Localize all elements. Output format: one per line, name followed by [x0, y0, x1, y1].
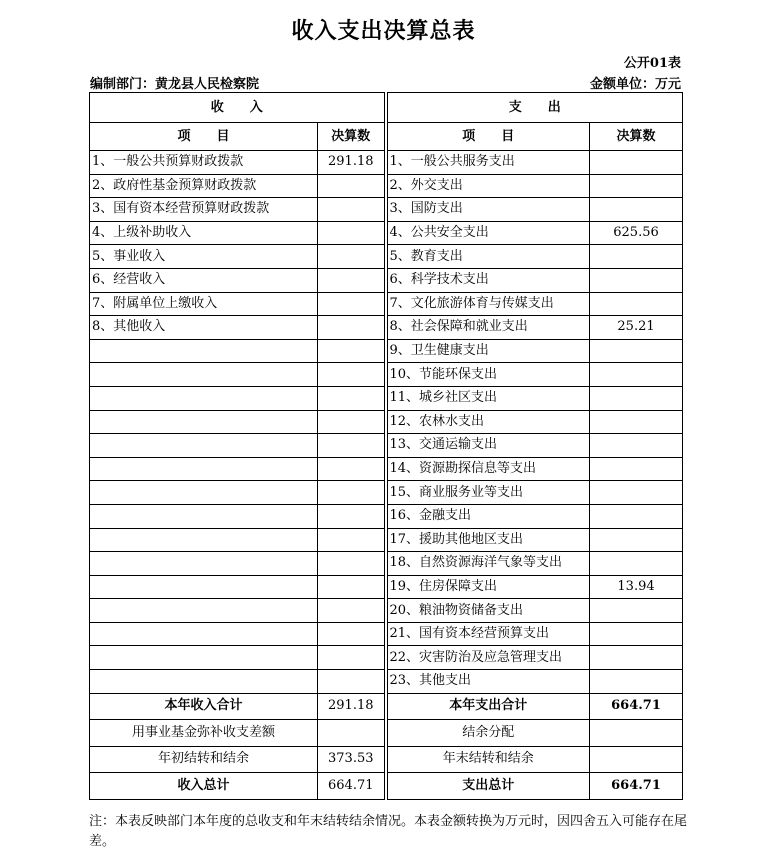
income-summary-label: 本年收入合计 [90, 693, 318, 720]
compiling-department: 编制部门：黄龙县人民检察院 [90, 77, 260, 92]
income-amount [318, 575, 386, 599]
table-row [90, 245, 683, 269]
table-row [90, 552, 683, 576]
income-amount [318, 481, 386, 505]
expense-summary-amount: 664.71 [590, 773, 683, 800]
income-item [90, 410, 318, 434]
table-row [90, 504, 683, 528]
income-item: 5、事业收入 [90, 245, 318, 269]
income-item [90, 363, 318, 387]
income-amount-header: 决算数 [318, 123, 386, 151]
income-summary-label: 用事业基金弥补收支差额 [90, 720, 318, 747]
expense-summary-amount: 664.71 [590, 693, 683, 720]
expense-item: 5、教育支出 [386, 245, 590, 269]
footnote: 注：本表反映部门本年度的总收支和年末结转结余情况。本表金额转换为万元时，因四舍五入可能存在尾差。 [89, 814, 688, 849]
table-row [90, 151, 683, 175]
expense-item: 22、灾害防治及应急管理支出 [386, 646, 590, 670]
income-amount: 291.18 [318, 151, 386, 175]
income-amount [318, 221, 386, 245]
income-item [90, 434, 318, 458]
expense-item: 21、国有资本经营预算支出 [386, 622, 590, 646]
income-amount [318, 528, 386, 552]
income-item: 7、附属单位上缴收入 [90, 292, 318, 316]
expense-item: 4、公共安全支出 [386, 221, 590, 245]
table-row [90, 174, 683, 198]
income-item [90, 339, 318, 363]
income-item [90, 504, 318, 528]
expense-summary-label: 本年支出合计 [386, 693, 590, 720]
income-item [90, 622, 318, 646]
income-item: 1、一般公共预算财政拨款 [90, 151, 318, 175]
expense-item-header: 项 目 [386, 123, 590, 151]
expense-section-header: 支 出 [386, 93, 683, 123]
income-amount [318, 268, 386, 292]
income-amount [318, 434, 386, 458]
income-summary-label: 年初结转和结余 [90, 746, 318, 773]
income-summary-amount: 291.18 [318, 693, 386, 720]
section-header-row [90, 93, 683, 123]
income-amount [318, 646, 386, 670]
table-row [90, 575, 683, 599]
income-amount [318, 174, 386, 198]
income-amount [318, 363, 386, 387]
table-row [90, 316, 683, 340]
expense-amount [590, 528, 683, 552]
expense-item: 15、商业服务业等支出 [386, 481, 590, 505]
expense-item: 8、社会保障和就业支出 [386, 316, 590, 340]
table-row [90, 339, 683, 363]
expense-item: 6、科学技术支出 [386, 268, 590, 292]
table-row [90, 221, 683, 245]
income-amount [318, 622, 386, 646]
expense-summary-amount [590, 746, 683, 773]
expense-amount [590, 481, 683, 505]
expense-item: 12、农林水支出 [386, 410, 590, 434]
expense-amount-header: 决算数 [590, 123, 683, 151]
income-item: 4、上级补助收入 [90, 221, 318, 245]
expense-item: 20、粮油物资储备支出 [386, 599, 590, 623]
income-amount [318, 410, 386, 434]
table-row [90, 599, 683, 623]
expense-summary-label: 年末结转和结余 [386, 746, 590, 773]
summary-row [90, 773, 683, 800]
income-amount [318, 457, 386, 481]
income-summary-amount: 664.71 [318, 773, 386, 800]
expense-amount: 625.56 [590, 221, 683, 245]
table-row [90, 268, 683, 292]
income-amount [318, 386, 386, 410]
income-amount [318, 292, 386, 316]
income-item [90, 481, 318, 505]
expense-item: 13、交通运输支出 [386, 434, 590, 458]
expense-item: 9、卫生健康支出 [386, 339, 590, 363]
expense-amount [590, 151, 683, 175]
summary-row [90, 746, 683, 773]
column-header-row [90, 123, 683, 151]
income-amount [318, 670, 386, 694]
income-item [90, 552, 318, 576]
income-amount [318, 504, 386, 528]
expense-summary-amount [590, 720, 683, 747]
page-title: 收入支出决算总表 [291, 18, 476, 44]
expense-summary-label: 结余分配 [386, 720, 590, 747]
table-row [90, 363, 683, 387]
income-amount [318, 599, 386, 623]
income-amount [318, 316, 386, 340]
expense-item: 1、一般公共服务支出 [386, 151, 590, 175]
income-item-header: 项 目 [90, 123, 318, 151]
expense-item: 14、资源勘探信息等支出 [386, 457, 590, 481]
table-row [90, 622, 683, 646]
income-summary-amount [318, 720, 386, 747]
summary-row [90, 693, 683, 720]
expense-amount [590, 268, 683, 292]
expense-amount [590, 599, 683, 623]
expense-amount [590, 670, 683, 694]
expense-amount [590, 363, 683, 387]
expense-item: 3、国防支出 [386, 198, 590, 222]
table-row [90, 481, 683, 505]
expense-amount [590, 434, 683, 458]
expense-amount [590, 198, 683, 222]
expense-summary-label: 支出总计 [386, 773, 590, 800]
table-row [90, 410, 683, 434]
expense-amount [590, 174, 683, 198]
table-row [90, 528, 683, 552]
expense-amount [590, 339, 683, 363]
expense-item: 10、节能环保支出 [386, 363, 590, 387]
expense-amount [590, 552, 683, 576]
income-item [90, 670, 318, 694]
income-amount [318, 552, 386, 576]
income-amount [318, 198, 386, 222]
expense-item: 11、城乡社区支出 [386, 386, 590, 410]
table-row [90, 670, 683, 694]
table-row [90, 386, 683, 410]
income-item: 8、其他收入 [90, 316, 318, 340]
income-item: 3、国有资本经营预算财政拨款 [90, 198, 318, 222]
expense-item: 16、金融支出 [386, 504, 590, 528]
expense-amount [590, 245, 683, 269]
expense-item: 17、援助其他地区支出 [386, 528, 590, 552]
income-item [90, 599, 318, 623]
income-item: 2、政府性基金预算财政拨款 [90, 174, 318, 198]
expense-amount [590, 457, 683, 481]
income-amount [318, 339, 386, 363]
expense-amount [590, 622, 683, 646]
expense-amount [590, 410, 683, 434]
income-section-header: 收 入 [90, 93, 386, 123]
income-summary-amount: 373.53 [318, 746, 386, 773]
income-expense-table [89, 92, 683, 800]
table-row [90, 434, 683, 458]
expense-amount [590, 504, 683, 528]
income-item: 6、经营收入 [90, 268, 318, 292]
expense-item: 19、住房保障支出 [386, 575, 590, 599]
expense-item: 2、外交支出 [386, 174, 590, 198]
form-number: 公开01表 [623, 56, 681, 71]
table-row [90, 646, 683, 670]
table-row [90, 198, 683, 222]
summary-row [90, 720, 683, 747]
income-item [90, 646, 318, 670]
expense-amount [590, 386, 683, 410]
income-item [90, 457, 318, 481]
expense-amount: 13.94 [590, 575, 683, 599]
income-summary-label: 收入总计 [90, 773, 318, 800]
expense-amount: 25.21 [590, 316, 683, 340]
income-item [90, 528, 318, 552]
income-item [90, 386, 318, 410]
amount-unit: 金额单位：万元 [589, 77, 681, 92]
expense-item: 23、其他支出 [386, 670, 590, 694]
table-row [90, 292, 683, 316]
expense-item: 7、文化旅游体育与传媒支出 [386, 292, 590, 316]
expense-amount [590, 646, 683, 670]
expense-amount [590, 292, 683, 316]
income-item [90, 575, 318, 599]
income-amount [318, 245, 386, 269]
expense-item: 18、自然资源海洋气象等支出 [386, 552, 590, 576]
table-row [90, 457, 683, 481]
